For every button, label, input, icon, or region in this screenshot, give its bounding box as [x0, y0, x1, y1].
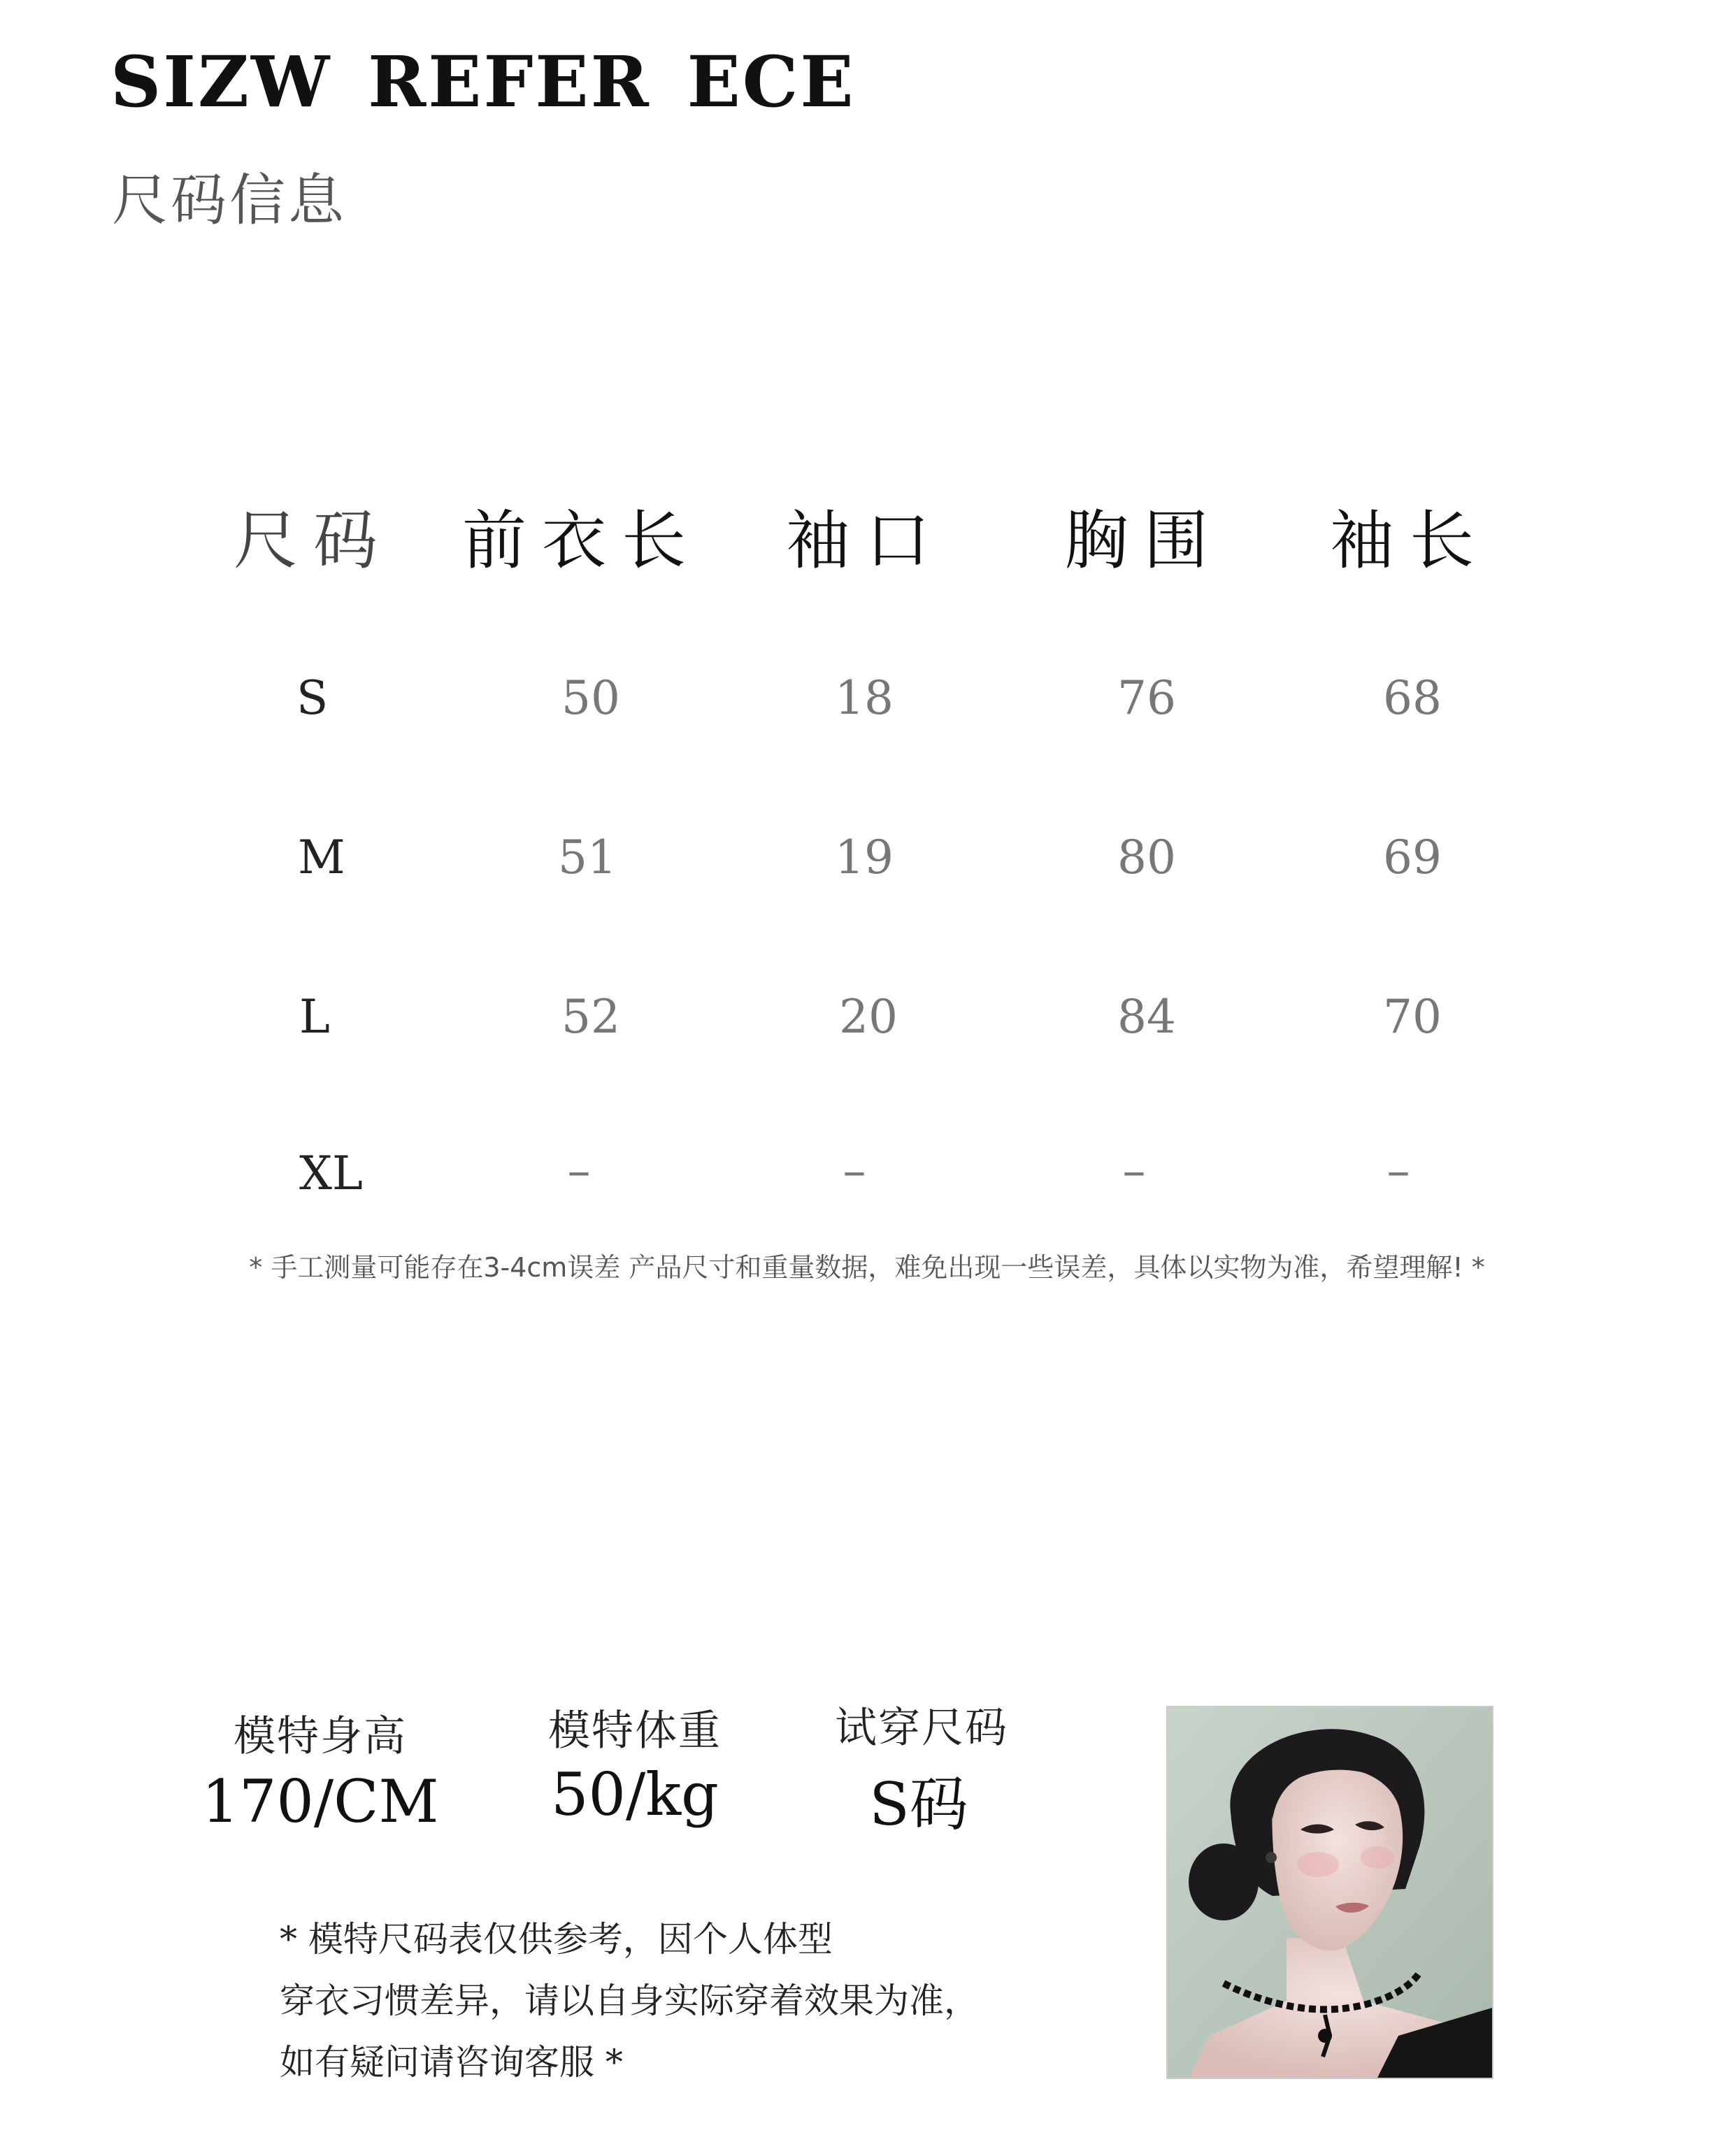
sleeve-cell: 68: [1383, 671, 1442, 725]
size-cell: S: [296, 671, 329, 725]
title-english: SIZW REFER ECE: [110, 41, 856, 123]
header-size: 尺码: [233, 503, 394, 578]
disclaimer-line: 如有疑问请咨询客服 *: [280, 2042, 623, 2083]
front-length-cell: –: [567, 1144, 591, 1198]
model-height-label: 模特身高: [234, 1712, 407, 1761]
title-chinese: 尺码信息: [112, 168, 347, 233]
size-cell: M: [298, 831, 345, 884]
model-weight-label: 模特体重: [548, 1706, 722, 1755]
header-sleeve-length: 袖长: [1329, 503, 1490, 578]
model-height-value: 170/CM: [201, 1767, 439, 1836]
header-chest: 胸围: [1063, 503, 1224, 578]
sleeve-cell: 70: [1383, 990, 1442, 1044]
header-cuff: 袖口: [785, 503, 946, 578]
front-length-cell: 50: [561, 671, 620, 725]
try-on-size-value: S码: [869, 1770, 968, 1839]
model-disclaimer: [280, 1909, 979, 2093]
model-portrait-illustration: [1168, 1707, 1492, 2078]
cuff-cell: –: [843, 1144, 866, 1198]
disclaimer-line: 穿衣习惯差异，请以自身实际穿着效果为准，: [280, 1981, 979, 2021]
cuff-cell: 20: [839, 990, 898, 1044]
chest-cell: –: [1122, 1144, 1146, 1198]
model-photo: [1166, 1706, 1493, 2079]
sleeve-cell: 69: [1383, 831, 1442, 884]
header-front-length: 前衣长: [461, 503, 702, 578]
model-weight-value: 50/kg: [551, 1760, 719, 1829]
measurement-note: * 手工测量可能存在3-4cm误差 产品尺寸和重量数据，难免出现一些误差，具体以实物为准，希望理解! *: [249, 1252, 1485, 1283]
chest-cell: 76: [1117, 671, 1176, 725]
disclaimer-line: * 模特尺码表仅供参考，因个人体型: [280, 1919, 833, 1960]
size-cell: XL: [299, 1147, 363, 1200]
size-cell: L: [299, 990, 330, 1044]
chest-cell: 84: [1117, 990, 1176, 1044]
cuff-cell: 18: [835, 671, 894, 725]
try-on-size-label: 试穿尺码: [835, 1704, 1008, 1753]
front-length-cell: 52: [561, 990, 620, 1044]
chest-cell: 80: [1117, 831, 1176, 884]
front-length-cell: 51: [558, 831, 617, 884]
cuff-cell: 19: [835, 831, 894, 884]
sleeve-cell: –: [1387, 1144, 1410, 1198]
